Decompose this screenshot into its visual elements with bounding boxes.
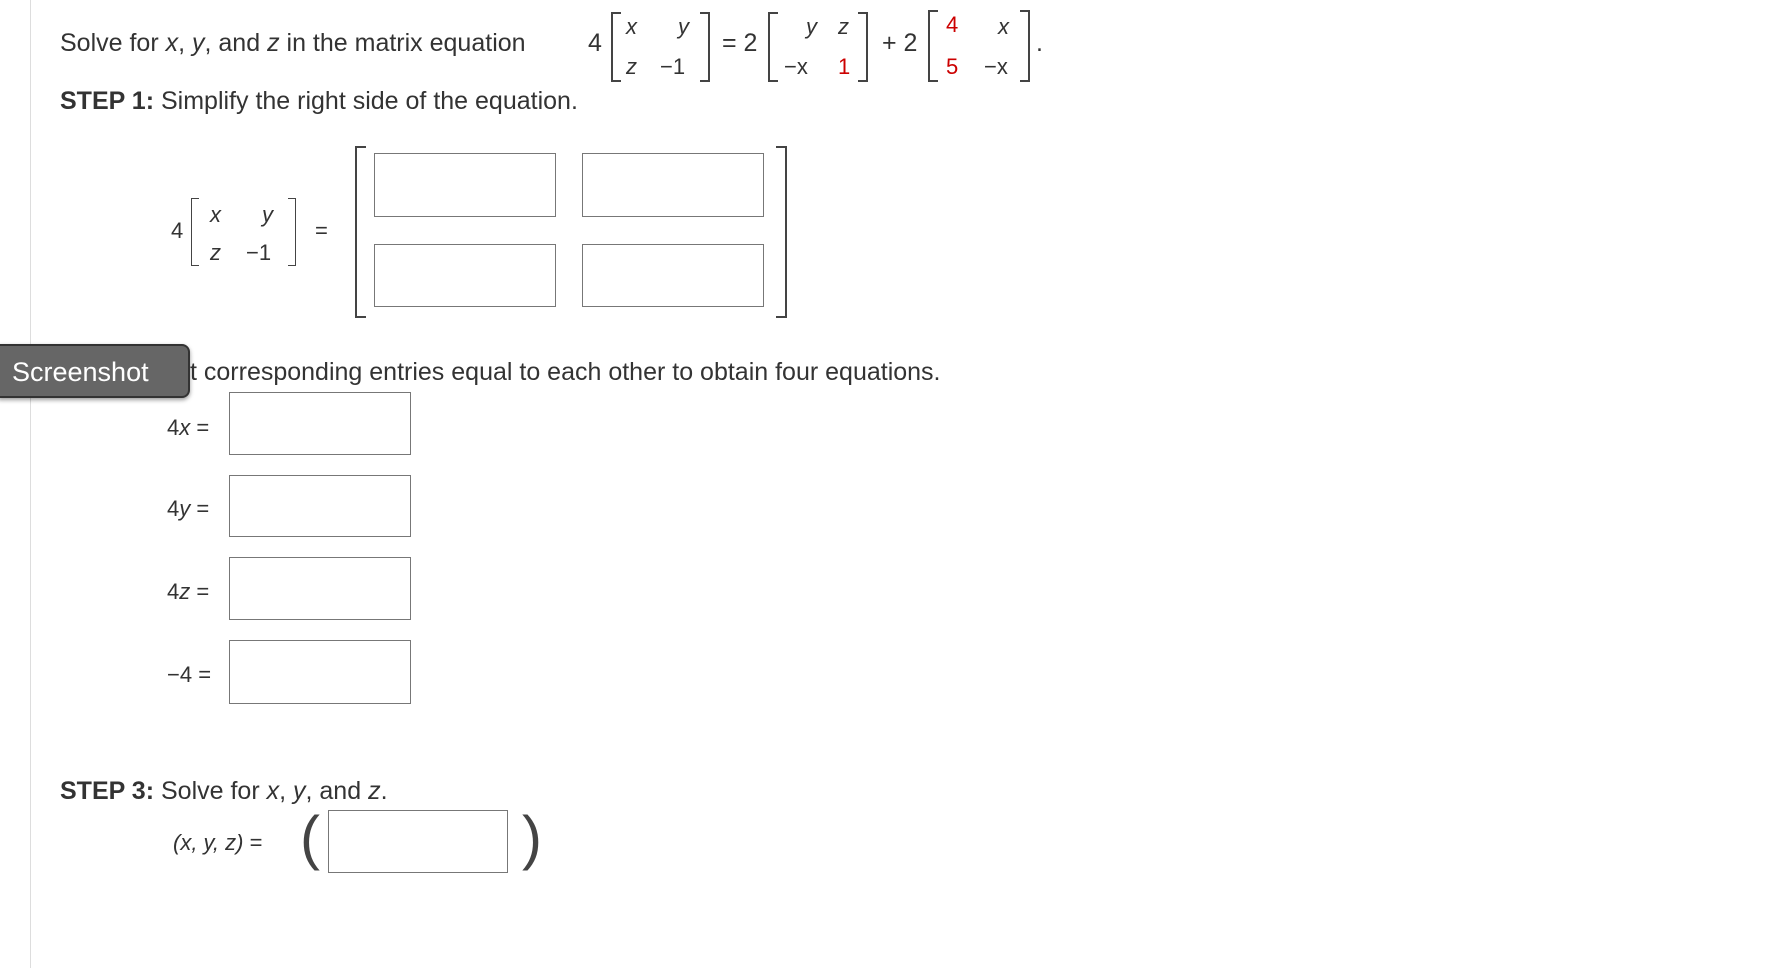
- step-3-period: .: [380, 777, 388, 805]
- step-3-comma: ,: [279, 777, 293, 805]
- var-z: z: [267, 29, 280, 57]
- matrix-2-c: −x: [784, 54, 808, 79]
- step-3-heading: [60, 776, 388, 806]
- step-1-entry-3[interactable]: [374, 244, 556, 307]
- plus-2: + 2: [882, 29, 918, 57]
- step-3-text-pre: Solve for: [160, 777, 267, 805]
- problem-statement: [60, 28, 526, 58]
- matrix-2-left-bracket: [768, 12, 778, 82]
- prompt-comma: ,: [178, 29, 193, 57]
- matrix-1-b: y: [678, 14, 689, 39]
- prompt-post: in the matrix equation: [279, 29, 526, 57]
- step-3-label: STEP 3:: [60, 777, 155, 805]
- step-3-and: , and: [305, 777, 369, 805]
- equation-1-var: x: [179, 415, 191, 440]
- matrix-2-right-bracket: [858, 12, 868, 82]
- step-1-coefficient: 4: [171, 218, 184, 243]
- matrix-3-c: 5: [946, 54, 959, 79]
- equation-1-equals: =: [190, 415, 210, 440]
- problem-period: .: [1036, 29, 1043, 57]
- matrix-3-a: 4: [946, 12, 959, 37]
- equals-2: = 2: [722, 29, 758, 57]
- matrix-1-a: x: [626, 14, 637, 39]
- left-border-rule: [30, 0, 31, 968]
- matrix-1-right-bracket: [700, 12, 710, 82]
- matrix-1-left-bracket: [611, 12, 621, 82]
- step-1-matrix-left-bracket: [191, 198, 199, 266]
- equation-3-input[interactable]: [229, 557, 411, 620]
- step-2-text: t corresponding entries equal to each other to obtain four equations.: [190, 358, 941, 386]
- matrix-1-d: −1: [660, 54, 686, 79]
- step-1-matrix-b: y: [262, 202, 273, 227]
- matrix-3-b: x: [998, 14, 1009, 39]
- tuple-left-paren: (: [300, 804, 320, 871]
- matrix-1-c: z: [626, 54, 637, 79]
- matrix-2-d: 1: [838, 54, 851, 79]
- step-1-entry-4[interactable]: [582, 244, 764, 307]
- matrix-2-a: y: [806, 14, 817, 39]
- equation-4-input[interactable]: [229, 640, 411, 704]
- tuple-label: [173, 830, 262, 856]
- equation-3-var: z: [179, 579, 191, 604]
- var-y: y: [192, 29, 205, 57]
- step-1-result-right-bracket: [776, 146, 787, 318]
- equation-2-equals: =: [190, 496, 210, 521]
- equation-4-equals: =: [192, 662, 212, 687]
- equation-2-label: [167, 496, 209, 522]
- tuple-right-paren: ): [522, 804, 542, 871]
- equation-1-input[interactable]: [229, 392, 411, 455]
- step-1-matrix-c: z: [210, 240, 221, 265]
- var-x: x: [165, 29, 179, 57]
- step-1-equals: =: [315, 218, 328, 243]
- step-1-entry-1[interactable]: [374, 153, 556, 217]
- step-1-heading: [60, 86, 578, 116]
- step-3-var-y: y: [293, 777, 306, 805]
- tuple-equals: =: [249, 830, 263, 855]
- equation-2-coef: 4: [167, 496, 180, 521]
- matrix-3-left-bracket: [928, 10, 938, 82]
- xyz-answer-input[interactable]: [328, 810, 508, 873]
- equation-2-input[interactable]: [229, 475, 411, 537]
- matrix-3-d: −x: [984, 54, 1008, 79]
- step-1-text: Simplify the right side of the equation.: [160, 87, 578, 115]
- equation-1-coef: 4: [167, 415, 180, 440]
- coefficient-4: 4: [588, 29, 602, 57]
- equation-3-label: [167, 579, 209, 605]
- prompt-pre: Solve for: [60, 29, 166, 57]
- matrix-2-b: z: [838, 14, 849, 39]
- step-1-entry-2[interactable]: [582, 153, 764, 217]
- equation-3-equals: =: [190, 579, 210, 604]
- equation-1-label: [167, 415, 209, 441]
- equation-4-coef: −4: [167, 662, 193, 687]
- prompt-and: , and: [204, 29, 268, 57]
- tuple-label-text: (x, y, z): [173, 830, 244, 855]
- step-1-matrix-a: x: [210, 202, 221, 227]
- equation-2-var: y: [179, 496, 191, 521]
- step-1-result-left-bracket: [355, 146, 366, 318]
- step-1-matrix-right-bracket: [288, 198, 296, 266]
- step-3-var-z: z: [368, 777, 381, 805]
- equation-3-coef: 4: [167, 579, 180, 604]
- matrix-3-right-bracket: [1020, 10, 1030, 82]
- screenshot-tab-button[interactable]: Screenshot: [0, 344, 190, 398]
- step-3-var-x: x: [266, 777, 280, 805]
- equation-4-label: [167, 662, 211, 688]
- step-1-label: STEP 1:: [60, 87, 155, 115]
- step-1-matrix-d: −1: [246, 240, 272, 265]
